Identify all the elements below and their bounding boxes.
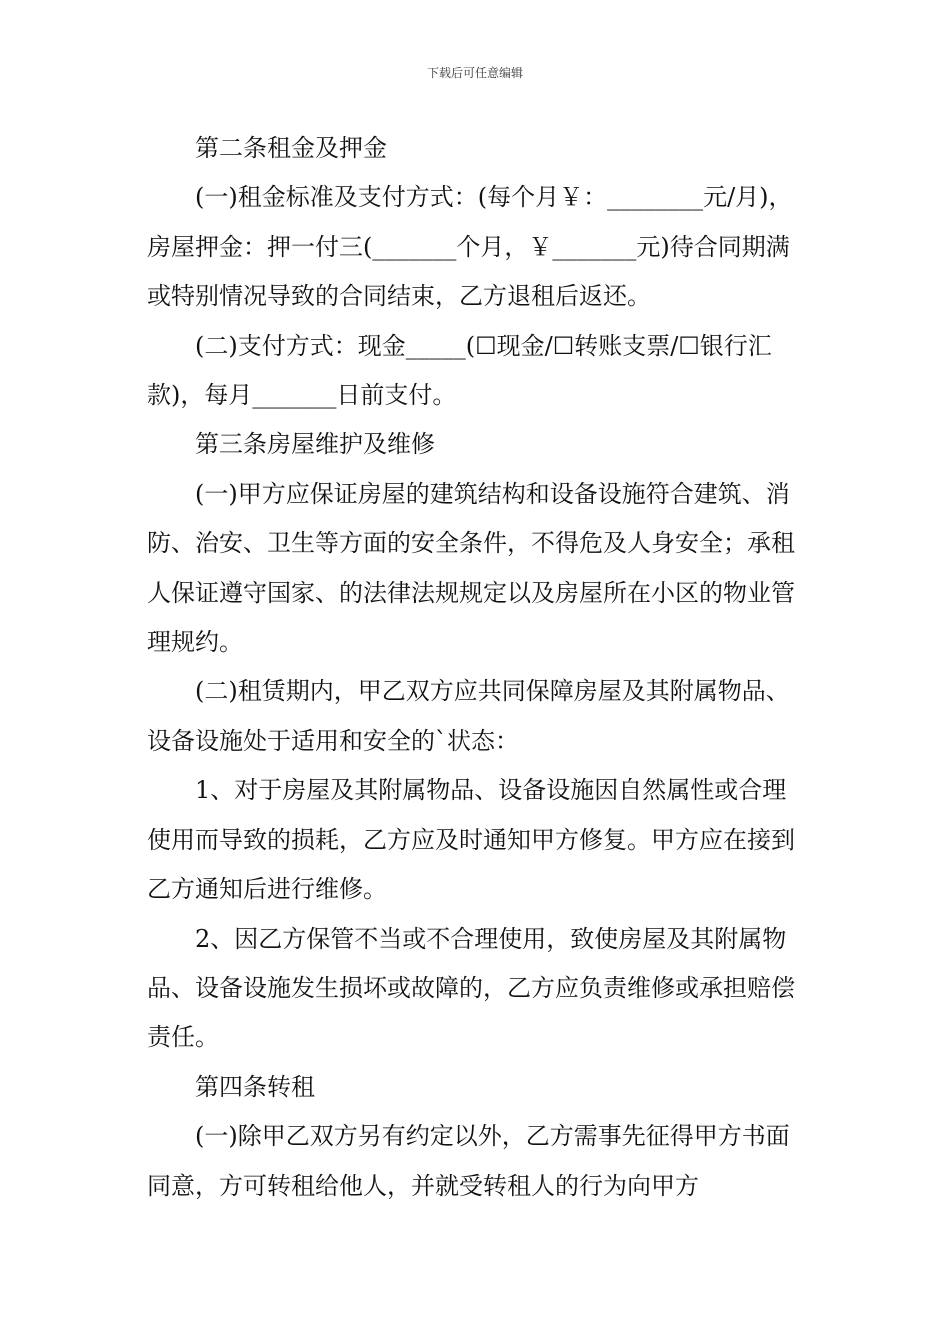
document-body [147, 124, 807, 1211]
page-header: 下载后可任意编辑 [426, 66, 523, 80]
section-heading-rent-deposit: 第二条租金及押金 [195, 134, 387, 162]
paragraph-rent-standard: (一)租金标准及支付方式：(每个月￥：________元/月)，房屋押金：押一付三(_______个月，￥_______元)待合同期满或特别情况导致的合同结束，乙方退租后返还。 [147, 183, 793, 311]
paragraph-item-2: 2、因乙方保管不当或不合理使用，致使房屋及其附属物品、设备设施发生损坏或故障的，乙方应负责维修或承担赔偿责任。 [147, 924, 795, 1052]
paragraph-joint-protection: (二)租赁期内，甲乙双方应共同保障房屋及其附属物品、设备设施处于适用和安全的`状态： [147, 677, 790, 755]
paragraph-sublease-consent: (一)除甲乙双方另有约定以外，乙方需事先征得甲方书面同意，方可转租给他人，并就受转租人的行为向甲方 [147, 1122, 790, 1200]
paragraph-safety-conditions: (一)甲方应保证房屋的建筑结构和设备设施符合建筑、消防、治安、卫生等方面的安全条件，不得危及人身安全；承租人保证遵守国家、的法律法规规定以及房屋所在小区的物业管理规约。 [147, 479, 795, 657]
section-heading-sublease: 第四条转租 [195, 1072, 315, 1101]
paragraph-payment-method: (二)支付方式：现金_____(☐现金/☐转账支票/☐银行汇款)，每月_______日前支付。 [147, 331, 772, 410]
section-heading-maintenance: 第三条房屋维护及维修 [195, 430, 435, 459]
paragraph-item-1: 1、对于房屋及其附属物品、设备设施因自然属性或合理使用而导致的损耗，乙方应及时通知甲方修复。甲方应在接到乙方通知后进行维修。 [147, 776, 795, 904]
